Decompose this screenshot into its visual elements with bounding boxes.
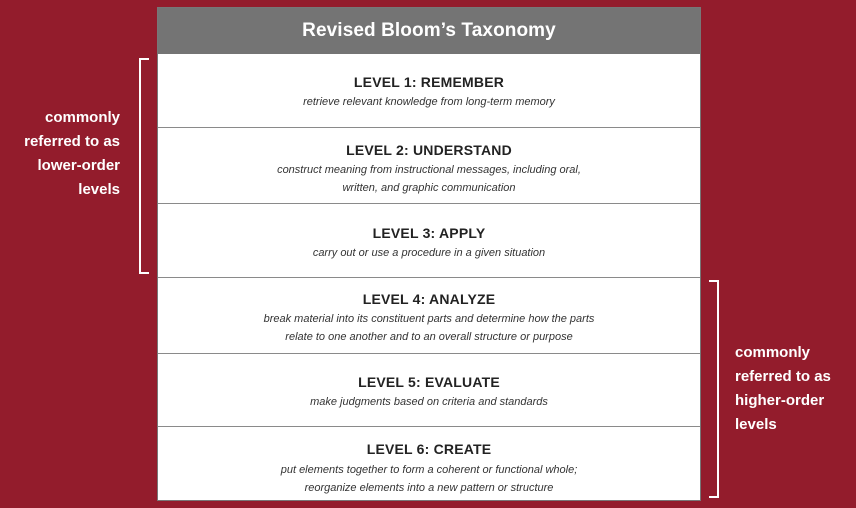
level-1-row (158, 54, 700, 127)
description-line: construct meaning from instructional messages, including oral, (277, 164, 581, 176)
level-description (158, 93, 700, 111)
lower-label-line: commonly (44, 109, 120, 126)
level-title: LEVEL 3: APPLY (372, 225, 486, 241)
lower-label-line: levels (78, 181, 120, 198)
level-description (158, 310, 700, 346)
level-6-row (158, 426, 700, 501)
taxonomy-table (157, 7, 701, 501)
level-5-row (158, 353, 700, 426)
level-description (158, 244, 700, 262)
level-2-row (158, 127, 700, 203)
higher-label-line: commonly (735, 344, 811, 361)
higher-label-line: higher-order (735, 392, 825, 409)
description-line: make judgments based on criteria and standards (310, 396, 548, 408)
description-line: carry out or use a procedure in a given situation (312, 247, 546, 259)
higher-label-line: levels (735, 416, 777, 433)
higher-label-line: referred to as (735, 368, 831, 385)
lower-label-line: lower-order (37, 157, 120, 174)
description-line: relate to one another and to an overall structure or purpose (285, 331, 573, 343)
description-line: retrieve relevant knowledge from long-term memory (303, 96, 555, 108)
level-title: LEVEL 2: UNDERSTAND (346, 142, 512, 158)
description-line: break material into its constituent parts and determine how the parts (263, 313, 595, 325)
level-title: LEVEL 4: ANALYZE (362, 291, 496, 307)
higher-order-bracket (709, 280, 719, 498)
level-description (158, 393, 700, 411)
lower-order-bracket (139, 58, 149, 274)
lower-order-label (0, 106, 120, 202)
table-title: Revised Bloom’s Taxonomy (158, 8, 700, 54)
description-line: put elements together to form a coherent or functional whole; (280, 464, 578, 476)
higher-order-label (735, 341, 853, 437)
level-title: LEVEL 5: EVALUATE (358, 374, 500, 390)
level-title: LEVEL 1: REMEMBER (353, 74, 505, 90)
description-line: reorganize elements into a new pattern or structure (304, 482, 554, 494)
level-4-row (158, 277, 700, 353)
lower-label-line: referred to as (24, 133, 120, 150)
level-3-row (158, 203, 700, 277)
description-line: written, and graphic communication (342, 182, 516, 194)
level-title: LEVEL 6: CREATE (366, 441, 492, 457)
level-description (158, 461, 700, 497)
level-description (158, 161, 700, 197)
